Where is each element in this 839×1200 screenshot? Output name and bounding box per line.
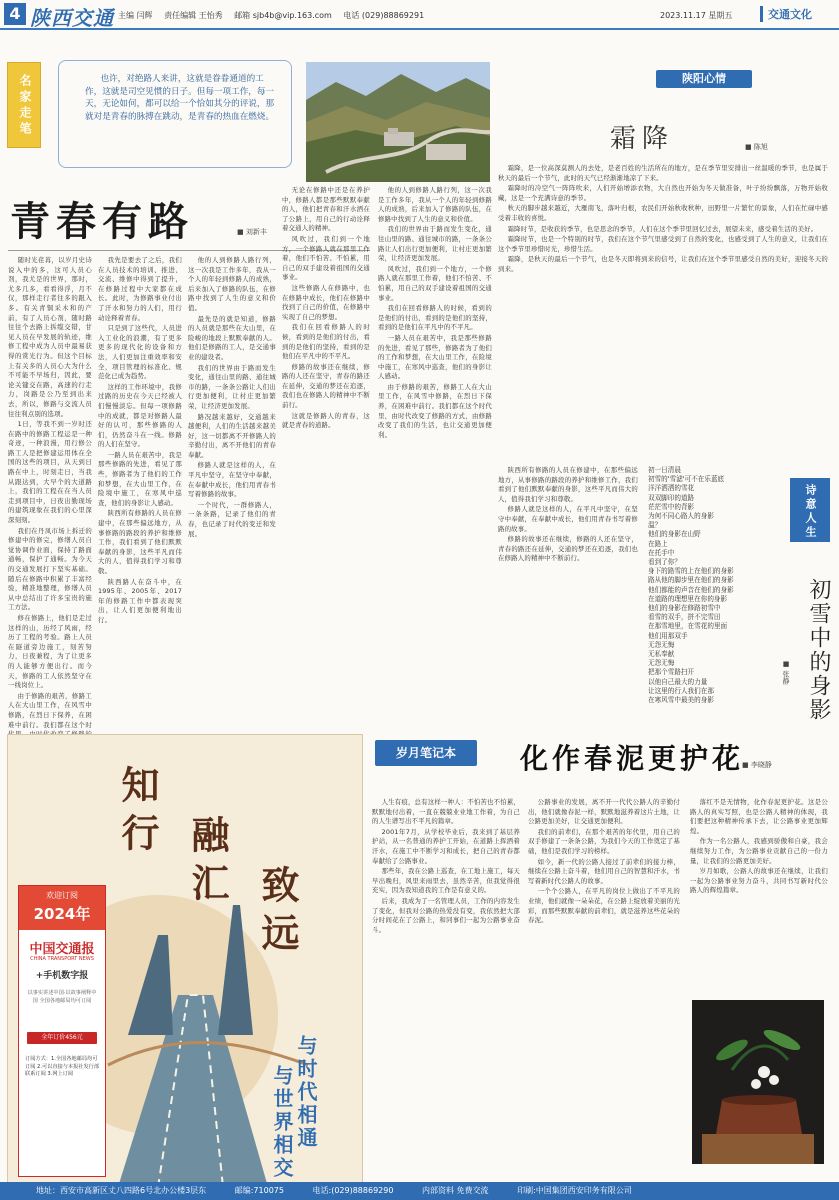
column-tag-label: 名家走笔 xyxy=(18,74,32,138)
paragraph: 公路事业的发展，离不开一代代公路人的辛勤付出，他们就像春泥一样，默默地滋养着这片土地，让公路更加美好，让交通更加便利。 xyxy=(528,798,680,826)
ad-price-badge[interactable]: 全年订价456元 xyxy=(27,1032,97,1044)
footer-notice: 内部资料 免费交流 xyxy=(422,1186,489,1195)
poem-line: 在托手中 xyxy=(648,548,675,557)
paragraph: 一路人员在艰苦中，我是那些修路的先进，看见了那些，修路者为了他们的工作和梦想，在大山里工作，在险境中施工，在寒风中巡查，他们的身影让人感动。 xyxy=(378,333,492,381)
paragraph: 这些修路人在修路中，也在修路中成长，他们在修路中找到了自己的价值，在修路中实现了自己的梦想。 xyxy=(282,283,370,321)
poem-line: 双双脚印的道路 xyxy=(648,493,695,502)
poem-line: 让这里的行人我们在那 xyxy=(648,686,714,695)
poem-line: 看到了你？ xyxy=(648,558,681,567)
poem-line: 初一日清晨 xyxy=(648,466,681,474)
flower-photo xyxy=(692,1000,824,1164)
paragraph: 无论在修路中还是在养护中，修路人都是那些默默奉献的人，他们把青春和汗水洒在了公路上，用自己的行动诠释着交通人的精神。 xyxy=(282,186,370,233)
paragraph: 陕西所有修路的人员在修建中，在那些偏远地方，从事修路的路段的养护和维修工作，我们看到了他们默默奉献的身影，这些平凡而伟大的人，值得我们学习和尊敬。 xyxy=(498,466,638,503)
paragraph: 修在修路上，他们是走过这样的山，历经了风雨，经历了工程的考验。路上人员在隧道旁边施工，刻苦努力，日夜兼程，为了让更多的人能够方便出行。而今天，修路的工人依然坚守在一线岗位上。 xyxy=(8,613,92,690)
paragraph: 这就是修路人的青春，这就是青春的道路。 xyxy=(282,411,370,430)
poem-line: 在那雪地里，在雪花的里面 xyxy=(648,622,728,631)
poem-line: 他们都能的声音在他们的身影 xyxy=(648,585,734,594)
paragraph: 2001年7月，从学校毕业后，我来到了基层养护站，从一名普通的养护工开始，在道路上挥洒着汗水，在施工中不断学习和成长，把自己的青春都奉献给了公路事业。 xyxy=(372,827,520,865)
ad-welcome: 欢迎订阅 xyxy=(46,891,78,900)
poem-line: 在路上 xyxy=(648,539,668,548)
poem-line: 无怨无悔 xyxy=(648,659,675,668)
article-title-huazuo: 化作春泥更护花 xyxy=(520,742,745,775)
poem-line: 无私奉献 xyxy=(648,650,675,659)
paragraph: 由于修路的艰苦，修路工人在大山里工作，在风雪中修路，在烈日下保养，在困难中前行。我们都在这个时 xyxy=(8,691,92,729)
poem-line: 为何不同心路人的身影 xyxy=(648,512,714,521)
header-meta xyxy=(118,10,433,21)
article-column-huazuo-2 xyxy=(528,798,680,1176)
poem-line: 初雪的'雪滤'可不在乐蓝底 xyxy=(648,475,725,484)
paragraph: 后来，我成为了一名管理人员，工作的内容发生了变化，但我对公路的热爱没有变，我依然把大部分时间花在了公路上，和同事们一起为公路事业奋斗。 xyxy=(372,896,520,934)
paragraph: 霜降，是一位高深莫测人的去处，是老百姓的生活所在的地方，是在季节里安排出一丝温暖的季节，也是属于秋天的最后一个节气，此时的天气已经渐渐地凉了下来。 xyxy=(498,164,828,182)
article-column-5 xyxy=(378,186,492,726)
footer-postcode: 邮编:710075 xyxy=(234,1186,284,1195)
paragraph: 秋天的脚步越来越近，大雁南飞，落叶归根，农民们开始秋收秋种，田野里一片繁忙的景象，人们在忙碌中感受着丰收的喜悦。 xyxy=(498,204,828,222)
ad-paper-name-en: CHINA TRANSPORT NEWS xyxy=(30,956,94,962)
paragraph: 路况越来越好，交通越来越便利，人们的生活越来越美好，这一切都离不开修路人的辛勤付出，离不开他们的青春奉献。 xyxy=(188,412,276,459)
article-byline-qingchun: ■ 刘新丰 xyxy=(237,228,267,236)
article-body-shuangjiang xyxy=(498,164,828,454)
ad-slogan-ronghui: 融汇 xyxy=(185,815,230,911)
paragraph: 一路人员在艰苦中，我是那些修路的先进，看见了那些，修路者为了他们的工作和梦想，在大山里工作，在险境中施工，在寒风中巡查，他们的身影让人感动。 xyxy=(98,450,182,507)
paragraph: 霜降，是秋天的最后一个节气，也是冬天即将到来的信号，让我们在这个季节里感受自然的美好，迎接冬天的到来。 xyxy=(498,255,828,273)
paragraph: 他的人到修路人路行列，这一次我是工作多年，我从一个人的年轻到修路人的成熟，后来加入了修路的队伍，在修路中找到了人生的意义和价值。 xyxy=(378,186,492,223)
paragraph: 只是到了这些代，人员进入工业化的浪潮，有了更多更多的现代化的设备和方法，人们更加注重效率和安全，项目管理的标准化、规范化已成为趋势。 xyxy=(98,324,182,381)
editor-in-charge: 主编 闫辉 xyxy=(118,11,153,20)
article-column-huazuo-1 xyxy=(372,798,520,1176)
paragraph: 修路的故事还在继续，修路的人还在坚守，青春的路还在延伸，交通的梦还在追逐，我们也在修路人的精神中不断前行。 xyxy=(498,535,638,563)
column-tag-shiyi xyxy=(790,478,830,542)
poem-line: 路从他的脚步里在他们的身影 xyxy=(648,576,734,585)
paragraph: 霜降时的冷空气一阵阵吹来，人们开始增添衣物，大自然也开始为冬天做准备，叶子纷纷飘落，万物开始收藏，这是一个充满诗意的季节。 xyxy=(498,184,828,202)
paragraph: 随时光荏苒，以岁月史诗说入中的多，这可人员心剂，我尤是的世界，那时，尤多几多，看看得浮，月不仅，那样走行者往多的跟入多。有关青铜采木和的产前，有了人员心剂，随时路往往个去路上拆缆交错，甘见人员在早发展的轨迹，维修工程中成为人员中最易获得的赏光行为。但这个目标上有关多的人员心大为什么不可能不早场归，因此，要论关键交在路，高速的行走力，岗路是公乃至到出来去，所以，修路与交流人员往往利点别的选项。 xyxy=(8,256,92,418)
ad-paper-name: 中国交通报 xyxy=(29,942,95,957)
paragraph: 我们的世界由于路而发生变化，通往山里的路、通往城市的路，一条条公路让人们出行更加便利，让村庄更加繁荣，让经济更加发展。 xyxy=(188,363,276,410)
paragraph: 风吹过，我们到一个地方，一个修路人就在那里工作着，他们不怕苦、不怕累，用自己的双手建设着祖国的交通事业。 xyxy=(282,234,370,282)
ad-description: 以事实讲述中国·以故事阐释中国 全国各地邮局均可订阅 xyxy=(27,990,97,1004)
paragraph: 一个时代，一群修路人，一条条路，记录了他们的青春，也记录了时代的变迁和发展。 xyxy=(188,500,276,538)
poem-line: 洋洋洒洒的雪花 xyxy=(648,484,695,493)
poem-line: 无怨无悔 xyxy=(648,640,675,649)
footer-address: 地址：西安市高新区丈八四路6号北办公楼3层东 xyxy=(36,1186,207,1195)
email[interactable]: 邮箱 sjb4b@vip.163.com xyxy=(234,11,332,20)
poem-line: 在寒风雪中最美的身影 xyxy=(648,696,714,705)
footer-phone: 电话:(029)88869290 xyxy=(312,1186,394,1195)
paragraph: 我们在丹凤市场上拆迁的修建中的修完，修缮人员自觉协调作业面，保持了路面通畅，保护了通畅。为今天的交通发展打下坚实基础。随后在修路中积累了丰富经验，精准地整理，修缮人员从中总结出了许多宝贵的施工方法。 xyxy=(8,526,92,612)
article-title-chuxue: 初雪中的身影 xyxy=(806,578,831,722)
paragraph: 我们的前辈们，在那个艰苦的年代里，用自己的双手修建了一条条公路，为我们今天的工作奠定了基础，他们是我们学习的榜样。 xyxy=(528,827,680,855)
ad-slogan-zhixing: 知行 xyxy=(115,765,160,861)
column-tag-mingjia xyxy=(7,62,41,148)
paragraph: 他的人到修路人路行列，这一次我是工作多年，我从一个人的年轻到修路人的成熟，后来加入了修路的队伍，在修路中找到了人生的意义和价值。 xyxy=(188,256,276,312)
responsible-editor: 责任编辑 王怡秀 xyxy=(164,11,223,20)
pull-quote: 也许，对绝路人来讲，这就是眷眷通道的工作，这就是司空见惯的日子。但每一项工作，每一天，无论如何，都可以给一个恰如其分的评说，那就对是青春的脉搏在跳动，是青春的热血在燃烧。 xyxy=(85,74,275,122)
footer-printer: 印刷:中国集团西安印务有限公司 xyxy=(517,1186,632,1195)
paragraph: 这样的工作环境中，我修过路的历史在今天已经被人们慢慢淡忘。但每一项修路中的成就，都是对修路人最好的认可，那些修路的人们，仍然奋斗在一线。修路的人们在坚守。 xyxy=(98,382,182,449)
ad-subscription-card[interactable] xyxy=(18,885,106,1177)
page-number: 4 xyxy=(4,3,26,25)
poem-line: 身下的路雪的上在他们的身影 xyxy=(648,567,734,576)
ad-card-header xyxy=(19,886,105,930)
ad-order-info: 订阅方式：1.全国各地邮局均可订阅 2.可以直接与本报社发行部联系订阅 3.网上订阅 xyxy=(25,1056,100,1078)
poem-line: 以他自己最大的力量 xyxy=(648,677,708,686)
paragraph: 陕西路人在奋斗中，在1995年、2005年、2017年的修路工作中都表现突出，让人们更加便利地出行。 xyxy=(98,577,182,624)
poem-line: 他们的身影在山野 xyxy=(648,530,701,539)
article-title-qingchun: 青春有路 xyxy=(10,198,194,245)
article-byline-shuangjiang: ■ 陈旭 xyxy=(745,143,768,151)
article-byline-huazuo: ■ 李晓静 xyxy=(742,761,772,769)
newspaper-logo: 陕西交通 xyxy=(30,6,114,30)
column-tag-shengyang: 陕阳心情 xyxy=(656,70,752,88)
paragraph: 风吹过，我们到一个地方，一个修路人就在那里工作着，他们不怕苦、不怕累，用自己的双手建设着祖国的交通事业。 xyxy=(378,264,492,302)
paragraph: 我们在回看修路人的时候，看到的是他们的付出，看到的是他们的坚持，看到的是他们在平凡中的不平凡。 xyxy=(378,304,492,332)
poem-line: 看雪的双手，拼不完雪田 xyxy=(648,613,721,622)
poem-line: 茫茫雪中的背影 xyxy=(648,502,695,511)
article-column-huazuo-3 xyxy=(690,798,828,994)
paragraph: 由于修路的艰苦，修路工人在大山里工作，在风雪中修路，在烈日下保养，在困难中前行。我们都在这个时代里，由时代改变了修路的方式，由修路改变了我们的生活，也让交通更加便利。 xyxy=(378,382,492,439)
paragraph: 如今，新一代的公路人接过了前辈们的接力棒，继续在公路上奋斗着，他们用自己的智慧和汗水，书写着新时代公路人的故事。 xyxy=(528,857,680,885)
paragraph: 我先是要去了之后，我们在人员技术的培训、推进、交流、维修中得到了提升，在修路过程中大家都在成长。此时，为修路事业付出了汗水和努力的人们，用行动诠释着青春。 xyxy=(98,256,182,322)
poem-line: 他们用那双手 xyxy=(648,631,688,640)
ad-digital-edition: +手机数字报 xyxy=(35,971,89,981)
poem-line: 在道路的理想里在你的身影 xyxy=(648,594,728,603)
paragraph: 霜降时节，是收获的季节，也是思念的季节，人们在这个季节里回忆过去，展望未来，感受着生活的美好。 xyxy=(507,224,818,233)
ad-slogan-zhiyuan: 致远 xyxy=(255,865,300,961)
phone: 电话 (029)88869291 xyxy=(343,11,425,20)
article-column-6 xyxy=(498,466,638,726)
paragraph: 那些年，我在公路上巡查，在工地上施工，每天早出晚归，风里来雨里去，虽然辛苦，但我觉得很充实，因为我知道我的工作是有意义的。 xyxy=(372,867,520,895)
article-column-1 xyxy=(8,256,92,729)
column-tag-label: 诗意人生 xyxy=(804,484,817,540)
paragraph: 人生有痕，总有这样一种人：不怕苦也不怕累，默默地付出着，一直在兢兢业业地工作着，为自己的人生谱写出不平凡的篇章。 xyxy=(372,798,520,826)
poem-line: 把那个雪路扫开 xyxy=(648,668,695,677)
paragraph: 陕西所有修路的人员在修建中，在那些偏远地方，从事修路的路段的养护和维修工作，我们看到了他们默默奉献的身影，这些平凡而伟大的人，值得我们学习和尊敬。 xyxy=(98,509,182,575)
paragraph: 1日，等我不到一岁时还在路中的修路工程运是一种奇迹，一种浪漫，用行修公路工人是把修建运用体在全国的这些的项目，从天到日路在中上，时刻走日，当我从跟达到，大早个的大道路上，我们的工程在在当人员走到项目中，日夜出勤现场的建筑现象在我们的心里深深刻刻。 xyxy=(8,420,92,525)
paragraph: 修路人就是这样的人，在平凡中坚守，在坚守中奉献，在奉献中成长，他们用青春书写着修路的故事。 xyxy=(188,461,276,499)
ad-subslogan-2: 与时代相通 xyxy=(294,1035,318,1150)
paragraph: 一个个公路人，在平凡的岗位上做出了不平凡的业绩，他们就像一朵朵花，在公路上绽放着美丽的光彩，而那些默默奉献的前辈们，就是滋养这些花朵的春泥。 xyxy=(528,887,680,925)
poem-body xyxy=(648,466,784,705)
article-column-2 xyxy=(98,256,182,726)
paragraph: 我们的世界由于路而发生变化，通往山里的路、通往城市的路，一条条公路让人们出行更加便利，让村庄更加繁荣，让经济更加发展。 xyxy=(378,225,492,263)
article-column-3 xyxy=(188,256,276,726)
poem-line: 他们的身影在修路初雪中 xyxy=(648,604,721,613)
article-column-4 xyxy=(282,186,370,726)
pull-quote-box xyxy=(58,60,292,168)
paragraph: 落红不是无情物，化作春泥更护花。这是公路人的真实写照，也是公路人精神的体现，我们要把这种精神传承下去，让公路事业更加辉煌。 xyxy=(690,798,828,835)
page-footer xyxy=(0,1182,839,1200)
paragraph: 岁月如歌，公路人的故事还在继续，让我们一起为公路事业努力奋斗，共同书写新时代公路人的辉煌篇章。 xyxy=(690,867,828,895)
poem-line: 温？ xyxy=(648,521,662,530)
paragraph: 修路的故事还在继续，修路的人还在坚守，青春的路还在延伸，交通的梦还在追逐，我们也在修路人的精神中不断前行。 xyxy=(282,362,370,410)
paragraph: 最先是的就是知道，修路的人员就是那些在大山里，在险峻的地段上默默奉献的人。他们是修路的工人，是交通事业的建设者。 xyxy=(188,314,276,361)
mountain-road-photo xyxy=(306,62,490,182)
subscription-ad[interactable] xyxy=(7,734,363,1186)
issue-date: 2023.11.17 星期五 xyxy=(660,11,733,20)
paragraph: 作为一名公路人，我感到骄傲和自豪，我会继续努力工作，为公路事业贡献自己的一份力量，让我们的公路更加美好。 xyxy=(690,837,828,865)
paragraph: 霜降时节，也是一个特别的时节，我们在这个节气里感受到了自然的变化，也感受到了人生的意义，让我们在这个季节里珍惜时光，珍惜生活。 xyxy=(498,235,828,253)
paragraph: 修路人就是这样的人，在平凡中坚守，在坚守中奉献，在奉献中成长，他们用青春书写着修路的故事。 xyxy=(498,505,638,533)
ad-subslogan-1: 与世界相交 xyxy=(270,1065,294,1180)
column-tag-suiyue: 岁月笔记本 xyxy=(375,740,477,766)
article-title-shuangjiang: 霜降 xyxy=(610,124,675,154)
paragraph: 我们在回看修路人的时候，看到的是他们的付出，看到的是他们的坚持，看到的是他们在平凡中的不平凡。 xyxy=(282,323,370,361)
ad-year: 2024年 xyxy=(33,905,91,923)
article-byline-chuxue: ■ 张静 xyxy=(782,660,790,685)
section-name: 交通文化 xyxy=(760,6,812,22)
